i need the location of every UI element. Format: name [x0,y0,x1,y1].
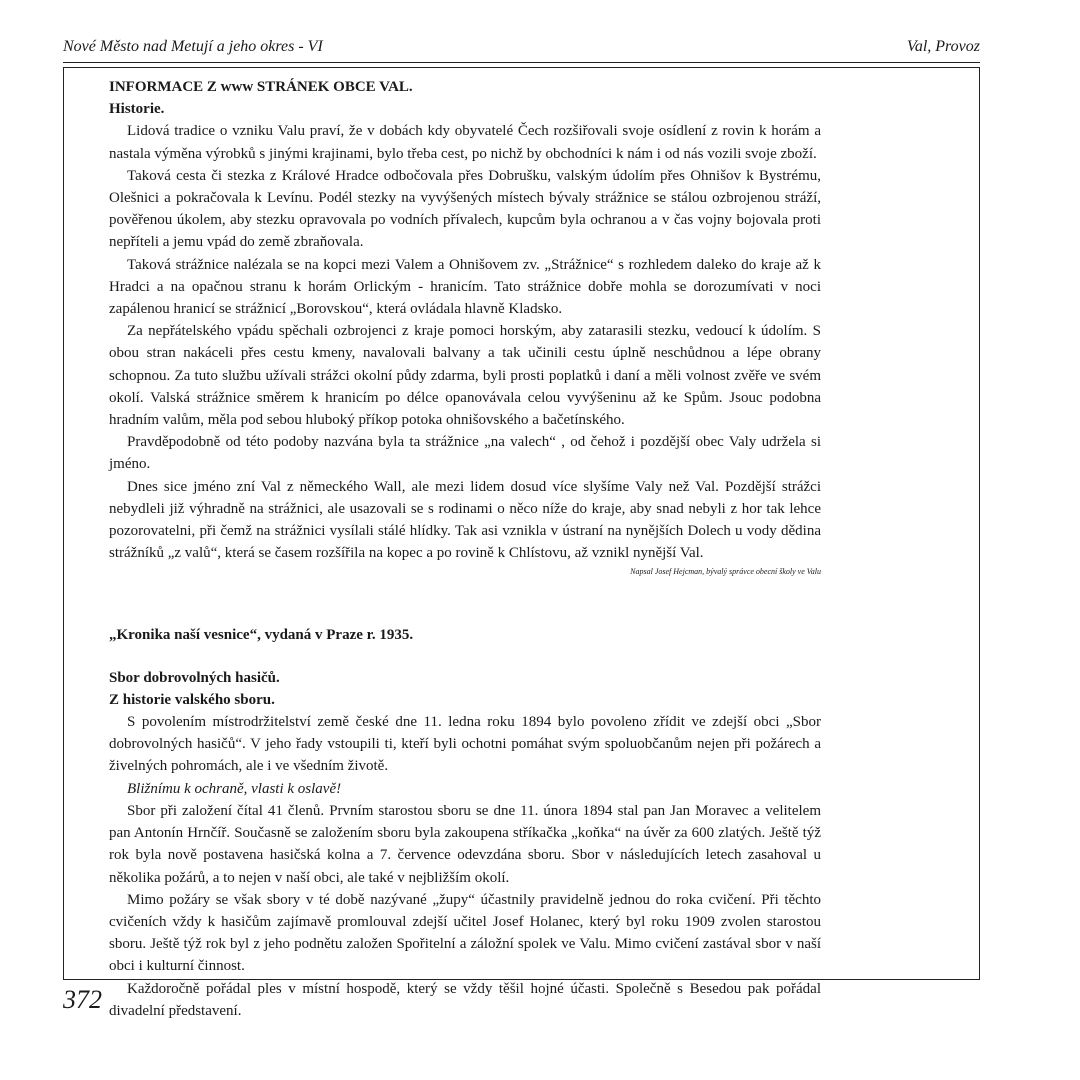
author-signature: Napsal Josef Hejcman, bývalý správce obecní školy ve Valu [630,567,821,577]
paragraph: Za nepřátelského vpádu spěchali ozbrojenci z kraje pomoci horským, aby zatarasili stezku, vedoucí k údolím. S obou stran nakáceli přes cestu kmeny, navalovali balvany a tak učinili cestu úplně neschůdnou a lépe obrany schopnou. Za tuto službu užívali strážci okolní půdy zdarma, byli prosti poplatků i daní a měli volnost zvěře ve svém okolí. Valská strážnice směrem k hranicím po délce opanovávala celou vyvýšeninu až ke Spům. Jsouc podobna hradním valům, měla pod sebou hluboký příkop potoka ohnišovského a bačetínského. [109,323,821,429]
paragraph: Taková cesta či stezka z Králové Hradce odbočovala přes Dobrušku, valským údolím přes Ohnišov k Bystrému, Olešnici a pokračovala k Levínu. Podél stezky na vyvýšených místech bývaly strážnice se stálou ozbrojenou stráží, pověřenou úkolem, aby stezku opravovala po vodních přívalech, kupcům byla ochranou a v čas vojny bojovala proti nepříteli a jemu vpád do země zbraňovala. [109,167,821,251]
page-content [109,76,821,1022]
paragraph: Pravděpodobně od této podoby nazvána byla ta strážnice „na valech“ , od čehož i pozdější obec Valy udržela si jméno. [109,434,821,473]
paragraph: Každoročně pořádal ples v místní hospodě, který se vždy těšil hojné účasti. Společně s Besedou pak pořádal divadelní představení. [109,980,821,1019]
paragraph: Dnes sice jméno zní Val z německého Wall, ale mezi lidem dosud více slyšíme Valy než Val. Pozdější strážci nebydleli již výhradně na strážnici, ale usazovali se s rodinami o něco níže do kraje, aby snad nebyli z hor tak lehce pozorovatelni, při čemž na strážnici vysílali stálé hlídky. Tak asi vznikla v ústraní na nynějších Dolech u vody dědina strážníků „z valů“, která se časem rozšířila na kopec a po rovině k Chlístovu, až vznikl nynější Val. [109,478,821,562]
section-subheading: Z historie valského sboru. [109,691,275,708]
spacer [109,578,821,624]
paragraph: Sbor při založení čítal 41 členů. Prvním starostou sboru se dne 11. února 1894 stal pan Jan Moravec a velitelem pan Antonín Hrnčíř. Současně se založením sboru byla zakoupena stříkačka „koňka“ na úvěr za 600 zlatých. Ještě týž rok byla nově postavena hasičská kolna a 7. července odevzdána sboru. Sbor v následujících letech zasahoval u několika požárů, a to nejen v naší obci, ale také v nejbližším okolí. [109,802,821,886]
paragraph: Mimo požáry se však sbory v té době nazývané „župy“ účastnily pravidelně jednou do roka cvičení. Při těchto cvičeních vždy k hasičům zajímavě promlouval zdejší učitel Josef Holanec, který byl roku 1909 zvolen starostou sboru. Ještě týž rok byl z jeho podnětu založen Spořitelní a záložní spolek ve Valu. Mimo cvičení zastával sbor v naší obci i kulturní činnost. [109,891,821,975]
section-heading: Sbor dobrovolných hasičů. [109,669,280,686]
header-publication-title: Nové Město nad Metují a jeho okres - VI [63,38,323,55]
source-citation: „Kronika naší vesnice“, vydaná v Praze r. 1935. [109,627,414,644]
paragraph: S povolením místrodržitelství země české dne 11. ledna roku 1894 bylo povoleno zřídit ve zdejší obci „Sbor dobrovolných hasičů“. V jeho řady vstoupili ti, kteří byli ochotni pomáhat svým spoluobčanům nejen při požárech a živelných pohromách, ale i ve všedním životě. [109,714,821,775]
motto: Bližnímu k ochraně, vlasti k oslavě! [127,780,342,797]
section-heading: INFORMACE Z www STRÁNEK OBCE VAL. [109,79,413,95]
header-rule [63,62,980,63]
running-header [63,38,980,60]
paragraph: Taková strážnice nalézala se na kopci mezi Valem a Ohnišovem zv. „Strážnice“ s rozhledem daleko do kraje až k Hradci a na opačnou stranu k horám Orlickým - hranicím. Tato strážnice dobře mohla se dorozumívati v noci zapálenou hranicí se strážnicí „Borovskou“, která ovládala hlavně Kladsko. [109,256,821,318]
spacer [109,647,821,667]
paragraph: Lidová tradice o vzniku Valu praví, že v dobách kdy obyvatelé Čech rozšiřovali svoje osídlení z rovin k horám a nastala výměna výrobků s jinými krajinami, bylo třeba cest, po nichž by obchodníci k nám i od nás vozili svoje zboží. [109,123,821,162]
page-number: 372 [63,985,102,1014]
section-subheading: Historie. [109,101,165,118]
header-section-title: Val, Provoz [906,38,980,55]
